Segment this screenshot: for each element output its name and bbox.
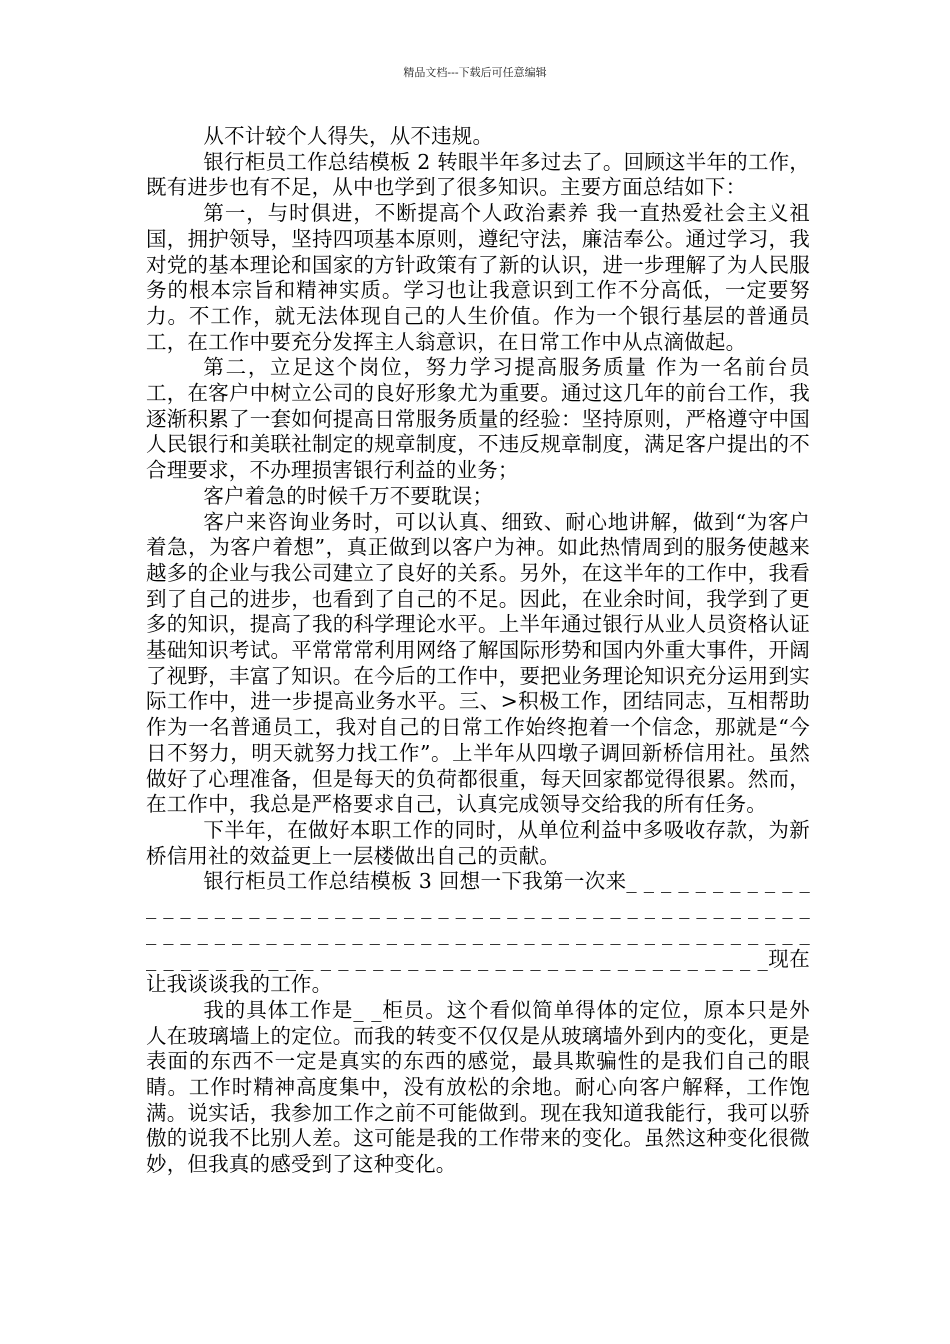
document-body: [146, 124, 810, 1178]
page-header: 精品文档---下载后可任意编辑: [403, 66, 547, 79]
paragraph: 从不计较个人得失，从不违规。: [203, 124, 494, 148]
paragraph: 我的具体工作是_ _柜员。这个看似简单得体的定位，原本只是外人在玻璃墙上的定位。而我的转变不仅仅是从玻璃墙外到内的变化，更是表面的东西不一定是真实的东西的感觉，最具欺骗性的是我们自己的眼睛。工作时精神高度集中，没有放松的余地。耐心向客户解释，工作饱满。说实话，我参加工作之前不可能做到。现在我知道我能行，我可以骄傲的说我不比别人差。这可能是我的工作带来的变化。虽然这种变化很微妙，但我真的感受到了这种变化。: [146, 997, 810, 1177]
paragraph: 下半年，在做好本职工作的同时，从单位利益中多吸收存款，为新桥信用社的效益更上一层楼做出自己的贡献。: [146, 817, 810, 868]
paragraph: 客户着急的时候千万不要耽误；: [203, 483, 494, 508]
paragraph: 银行柜员工作总结模板 3 回想一下我第一次来_ _ _ _ _ _ _ _ _ _ _ _ _ _ _ _ _ _ _ _ _ _ _ _ _ _ _ _ _ _ _ _ _ _ _ _ _ _ _ _ _ _ _ _ _ _ _ _ _ _ _ _ _ _ _ _ _ _ _ _ _ _ _ _ _ _ _ _ _ _ _ _ _ _ _ _ _ _ _ _ _ _ _ _ _ _ _ _ _ _ _ _ _ _ _ _ _ _ _ _ _ _ _ _ _ _ _ _ _ _ _ _ _ _ _ _ _ _ _ _ _ _ _ _ _现在让我谈谈我的工作。: [146, 869, 810, 997]
paragraph: 第二，立足这个岗位，努力学习提高服务质量 作为一名前台员工，在客户中树立公司的良好形象尤为重要。通过这几年的前台工作，我逐渐积累了一套如何提高日常服务质量的经验：坚持原则，严格遵守中国人民银行和美联社制定的规章制度，不违反规章制度，满足客户提出的不合理要求，不办理损害银行利益的业务；: [146, 355, 810, 483]
paragraph: 银行柜员工作总结模板 2 转眼半年多过去了。回顾这半年的工作，既有进步也有不足，从中也学到了很多知识。主要方面总结如下：: [146, 149, 810, 200]
paragraph: 第一，与时俱进，不断提高个人政治素养 我一直热爱社会主义祖国，拥护领导，坚持四项基本原则，遵纪守法，廉洁奉公。通过学习，我对党的基本理论和国家的方针政策有了新的认识，进一步理解了为人民服务的根本宗旨和精神实质。学习也让我意识到工作不分高低，一定要努力。不工作，就无法体现自己的人生价值。作为一个银行基层的普通员工，在工作中要充分发挥主人翁意识，在日常工作中从点滴做起。: [146, 201, 810, 354]
paragraph: 客户来咨询业务时，可以认真、细致、耐心地讲解，做到“为客户着急，为客户着想”，真正做到以客户为神。如此热情周到的服务使越来越多的企业与我公司建立了良好的关系。另外，在这半年的工作中，我看到了自己的进步，也看到了自己的不足。因此，在业余时间，我学到了更多的知识，提高了我的科学理论水平。上半年通过银行从业人员资格认证基础知识考试。平常常常利用网络了解国际形势和国内外重大事件，开阔了视野，丰富了知识。在今后的工作中，要把业务理论知识充分运用到实际工作中，进一步提高业务水平。三、>积极工作，团结同志，互相帮助 作为一名普通员工，我对自己的日常工作始终抱着一个信念，那就是“今日不努力，明天就努力找工作”。上半年从四墩子调回新桥信用社。虽然做好了心理准备，但是每天的负荷都很重，每天回家都觉得很累。然而，在工作中，我总是严格要求自己，认真完成领导交给我的所有任务。: [146, 509, 810, 817]
